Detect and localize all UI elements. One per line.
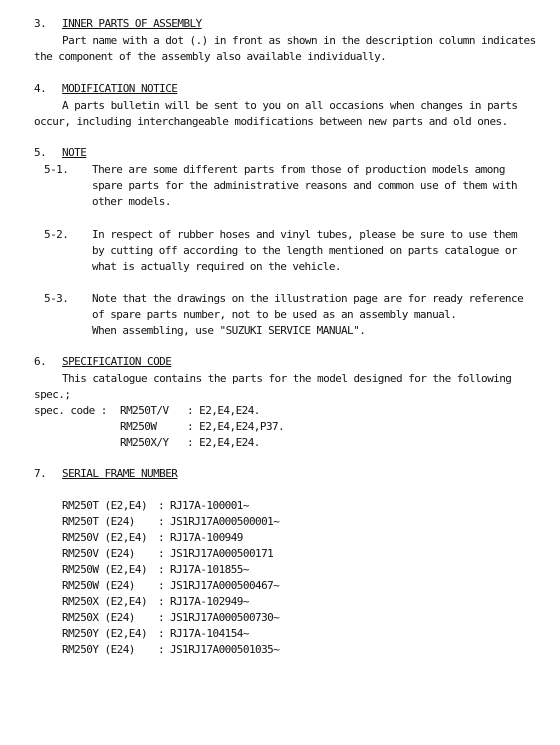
spec-code-value: : E2,E4,E24. — [187, 404, 260, 417]
serial-row-separator: : — [158, 627, 165, 640]
note-5-2-number: 5-2. — [44, 228, 69, 241]
section-4-title: MODIFICATION NOTICE — [62, 82, 178, 95]
serial-row-number: RJ17A-100949 — [170, 531, 243, 544]
serial-row-model: RM250X (E24) — [62, 611, 135, 624]
serial-row-model: RM250V (E24) — [62, 547, 135, 560]
serial-row-model: RM250Y (E2,E4) — [62, 627, 148, 640]
serial-row-number: RJ17A-100001~ — [170, 499, 249, 512]
serial-row-model: RM250V (E2,E4) — [62, 531, 148, 544]
serial-row-number: JS1RJ17A000500001~ — [170, 515, 280, 528]
section-7-title: SERIAL FRAME NUMBER — [62, 467, 178, 480]
serial-row-number: JS1RJ17A000501035~ — [170, 643, 280, 656]
spec-code-value: : E2,E4,E24,P37. — [187, 420, 285, 433]
spec-code-model: RM250T/V — [120, 404, 169, 417]
section-5-number: 5. — [34, 146, 47, 159]
serial-row-separator: : — [158, 515, 165, 528]
section-3-title: INNER PARTS OF ASSEMBLY — [62, 17, 202, 30]
serial-row-separator: : — [158, 547, 165, 560]
note-5-1-line1: There are some different parts from those of production models among — [92, 163, 505, 176]
serial-row-number: JS1RJ17A000500171 — [170, 547, 274, 560]
note-5-1-line3: other models. — [92, 195, 171, 208]
section-5-title: NOTE — [62, 146, 87, 159]
serial-row-separator: : — [158, 563, 165, 576]
note-5-3-number: 5-3. — [44, 292, 69, 305]
spec-code-model: RM250W — [120, 420, 157, 433]
serial-row-model: RM250W (E2,E4) — [62, 563, 148, 576]
serial-row-number: RJ17A-104154~ — [170, 627, 249, 640]
spec-code-model: RM250X/Y — [120, 436, 169, 449]
section-6-number: 6. — [34, 355, 47, 368]
note-5-3-line2: of spare parts number, not to be used as an assembly manual. — [92, 308, 457, 321]
note-5-1-number: 5-1. — [44, 163, 69, 176]
serial-row-separator: : — [158, 499, 165, 512]
serial-row-model: RM250W (E24) — [62, 579, 135, 592]
serial-row-number: JS1RJ17A000500467~ — [170, 579, 280, 592]
note-5-1-line2: spare parts for the administrative reasons and common use of them with — [92, 179, 518, 192]
serial-row-number: RJ17A-102949~ — [170, 595, 249, 608]
serial-row-model: RM250Y (E24) — [62, 643, 135, 656]
note-5-2-line1: In respect of rubber hoses and vinyl tubes, please be sure to use them — [92, 228, 518, 241]
note-5-2-line3: what is actually required on the vehicle. — [92, 260, 341, 273]
serial-row-separator: : — [158, 611, 165, 624]
serial-row-separator: : — [158, 531, 165, 544]
serial-row-separator: : — [158, 579, 165, 592]
serial-row-number: RJ17A-101855~ — [170, 563, 249, 576]
section-3-text-line2: the component of the assembly also available individually. — [34, 50, 387, 63]
serial-row-model: RM250X (E2,E4) — [62, 595, 148, 608]
section-6-text-line1: This catalogue contains the parts for the model designed for the following — [62, 372, 512, 385]
serial-row-separator: : — [158, 595, 165, 608]
serial-row-separator: : — [158, 643, 165, 656]
note-5-3-line1: Note that the drawings on the illustration page are for ready reference — [92, 292, 524, 305]
section-3-number: 3. — [34, 17, 47, 30]
section-6-text-line2: spec.; — [34, 388, 71, 401]
note-5-2-line2: by cutting off according to the length mentioned on parts catalogue or — [92, 244, 518, 257]
spec-code-value: : E2,E4,E24. — [187, 436, 260, 449]
section-6-title: SPECIFICATION CODE — [62, 355, 172, 368]
section-4-number: 4. — [34, 82, 47, 95]
note-5-3-line3: When assembling, use "SUZUKI SERVICE MANUAL". — [92, 324, 366, 337]
section-4-text-line2: occur, including interchangeable modifications between new parts and old ones. — [34, 115, 508, 128]
section-7-number: 7. — [34, 467, 47, 480]
section-4-text-line1: A parts bulletin will be sent to you on all occasions when changes in parts — [62, 99, 518, 112]
section-3-text-line1: Part name with a dot (.) in front as shown in the description column indicates — [62, 34, 536, 47]
serial-row-model: RM250T (E2,E4) — [62, 499, 148, 512]
serial-row-model: RM250T (E24) — [62, 515, 135, 528]
serial-row-number: JS1RJ17A000500730~ — [170, 611, 280, 624]
spec-code-label: spec. code : — [34, 404, 107, 417]
